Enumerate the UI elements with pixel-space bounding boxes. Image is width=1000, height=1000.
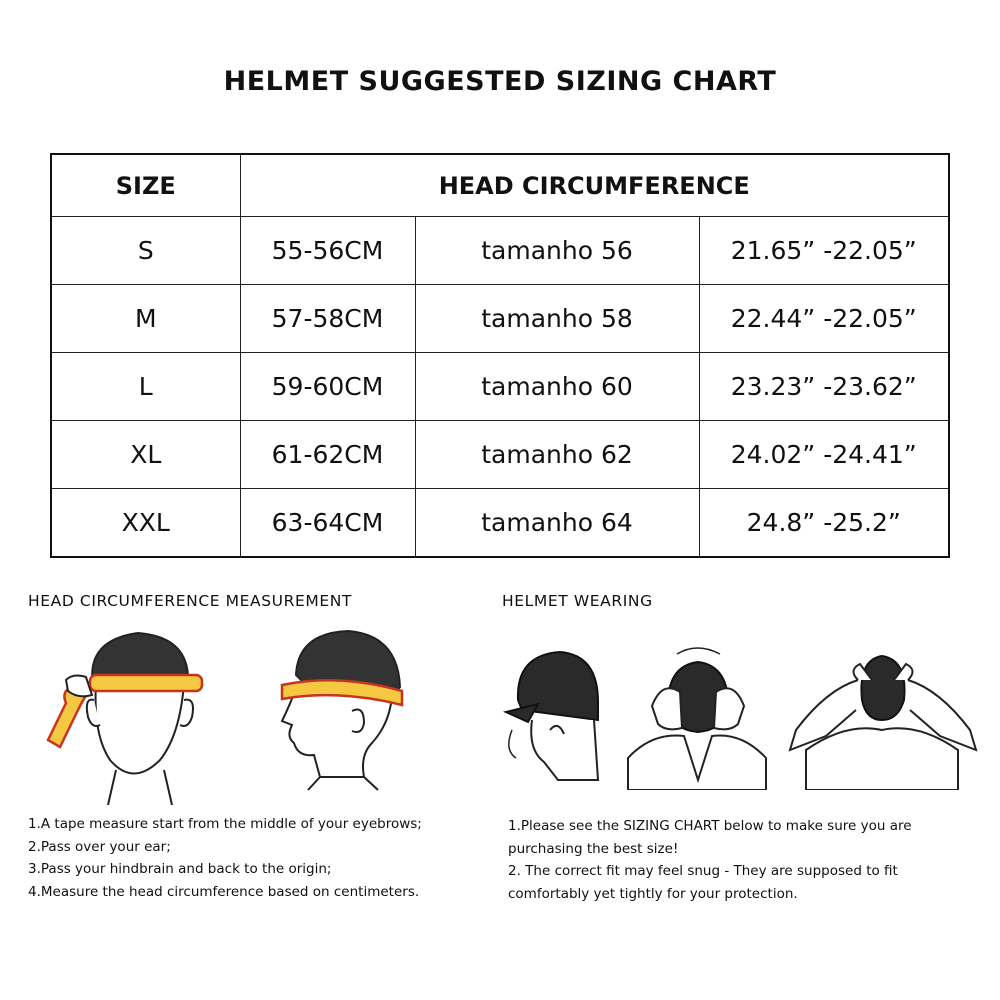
size-cell: M [51, 285, 240, 353]
curved-arrow-icon [677, 648, 720, 654]
inch-cell: 22.44” -22.05” [699, 285, 949, 353]
cm-cell: 61-62CM [240, 421, 415, 489]
measurement-heading: HEAD CIRCUMFERENCE MEASUREMENT [28, 592, 353, 610]
hand-icon [652, 688, 682, 729]
inch-cell: 24.02” -24.41” [699, 421, 949, 489]
table-row [51, 353, 949, 421]
chart-title: HELMET SUGGESTED SIZING CHART [223, 66, 777, 97]
size-cell: XL [51, 421, 240, 489]
list-item: 2.Pass over your ear; [28, 838, 171, 855]
list-item: 2. The correct fit may feel snug - They are supposed to fit [508, 863, 898, 879]
list-item: 1.A tape measure start from the middle of your eyebrows; [28, 816, 422, 832]
measurement-steps [28, 813, 422, 903]
inch-cell: 24.8” -25.2” [699, 489, 949, 558]
table-row [51, 421, 949, 489]
table-row [51, 217, 949, 285]
helmet-hands-front-illustration [622, 640, 772, 790]
cm-cell: 55-56CM [240, 217, 415, 285]
helmet-side-illustration [498, 640, 608, 790]
inch-cell: 23.23” -23.62” [699, 353, 949, 421]
table-row [51, 489, 949, 558]
size-cell: XXL [51, 489, 240, 558]
wearing-steps [508, 815, 912, 905]
table-row [51, 285, 949, 353]
cm-cell: 57-58CM [240, 285, 415, 353]
sizing-table [50, 153, 950, 558]
size-cell: S [51, 217, 240, 285]
size-column-header: SIZE [51, 154, 240, 217]
cm-cell: 59-60CM [240, 353, 415, 421]
hand-icon [714, 688, 744, 729]
cm-cell: 63-64CM [240, 489, 415, 558]
list-item: 1.Please see the SIZING CHART below to make sure you are [508, 818, 912, 834]
tamanho-cell: tamanho 62 [415, 421, 699, 489]
inch-cell: 21.65” -22.05” [699, 217, 949, 285]
circumference-column-header: HEAD CIRCUMFERENCE [240, 154, 949, 217]
list-item: 3.Pass your hindbrain and back to the origin; [28, 861, 332, 877]
helmet-hands-overhead-illustration [786, 640, 978, 790]
tamanho-cell: tamanho 56 [415, 217, 699, 285]
wearing-heading: HELMET WEARING [502, 592, 653, 610]
head-side-tape-illustration [268, 625, 418, 795]
tamanho-cell: tamanho 64 [415, 489, 699, 558]
tamanho-cell: tamanho 58 [415, 285, 699, 353]
list-item: comfortably yet tightly for your protection. [508, 885, 798, 902]
head-front-tape-illustration [38, 625, 228, 805]
hand-icon [66, 676, 92, 697]
list-item: 4.Measure the head circumference based on centimeters. [28, 883, 420, 900]
table-header-row [51, 154, 949, 217]
tamanho-cell: tamanho 60 [415, 353, 699, 421]
list-item: purchasing the best size! [508, 840, 679, 857]
size-cell: L [51, 353, 240, 421]
arrow-icon [509, 730, 516, 758]
tape-measure-band [90, 675, 202, 691]
